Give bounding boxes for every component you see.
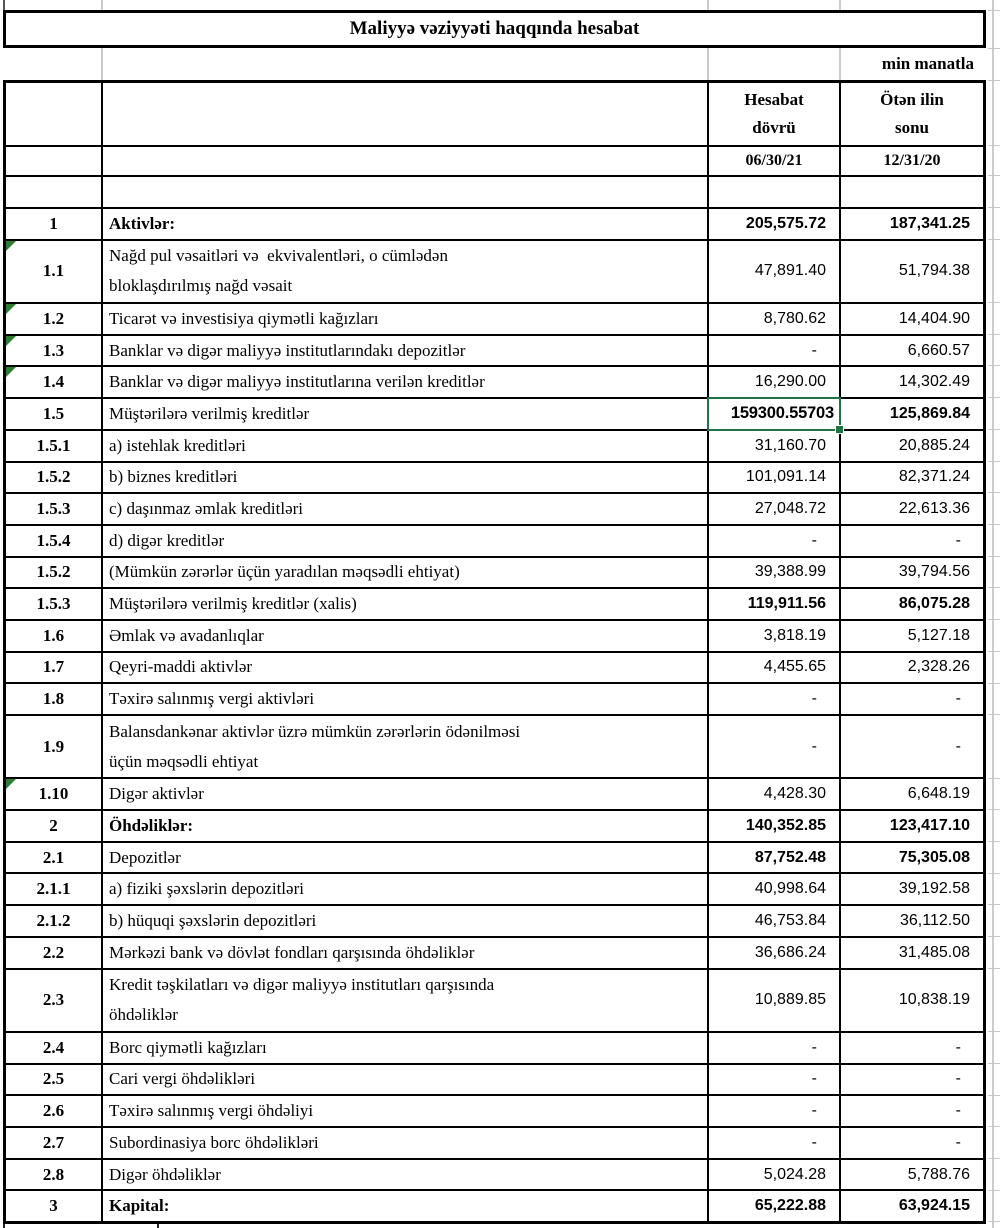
row-label-text: (Mümkün zərərlər üçün yaradılan məqsədli ehtiyat)	[109, 562, 460, 582]
row-number-cell[interactable]: 1.6	[42, 625, 65, 645]
row-label-cell[interactable]	[101, 1033, 707, 1063]
header-period-line1: Hesabat	[744, 90, 804, 109]
gridline-stub	[988, 461, 1000, 462]
gridline-stub	[988, 778, 1000, 779]
row-label-text: Müştərilərə verilmiş kreditlər	[109, 403, 310, 423]
row-number-cell[interactable]: 1	[49, 213, 58, 233]
row-number-cell[interactable]: 1.7	[42, 657, 65, 677]
table-row	[6, 1158, 983, 1190]
gridline	[3, 1224, 5, 1228]
gridline-stub	[988, 207, 1000, 208]
header-row	[6, 83, 983, 145]
value-current-cell[interactable]: -	[707, 684, 839, 714]
gridline-stub	[988, 1126, 1000, 1127]
value-prior-cell[interactable]: 14,302.49	[839, 367, 983, 397]
row-label-text: Cari vergi öhdəlikləri	[109, 1069, 256, 1089]
row-label-cell[interactable]	[101, 526, 707, 556]
row-label-cell[interactable]	[101, 1128, 707, 1158]
row-label-text: b) hüquqi şəxslərin depozitləri	[109, 911, 317, 930]
row-label-cell[interactable]	[101, 874, 707, 904]
active-cell[interactable]: 159300.55703	[707, 399, 839, 429]
value-prior-cell[interactable]: 82,371.24	[839, 463, 983, 493]
table-row	[6, 1126, 983, 1158]
row-number-cell[interactable]: 1.10	[6, 779, 101, 809]
value-current-cell[interactable]: 140,352.85	[707, 811, 839, 841]
value-prior-cell[interactable]: 31,485.08	[839, 938, 983, 968]
value-current-cell[interactable]: -	[707, 1065, 839, 1095]
row-label-text: Təxirə salınmış vergi aktivləri	[109, 689, 315, 709]
row-label-text: Öhdəliklər:	[109, 815, 194, 835]
value-current-cell[interactable]: 4,455.65	[707, 653, 839, 683]
table-row	[6, 682, 983, 714]
row-label-text: Banklar və digər maliyyə institutlarındakı depozitlər	[109, 340, 466, 360]
table-row	[6, 492, 983, 524]
row-label-cell[interactable]	[101, 241, 707, 302]
row-label-cell[interactable]	[101, 304, 707, 334]
header-period-line2: dövrü	[752, 118, 796, 137]
row-label-cell[interactable]	[101, 463, 707, 493]
table-row	[6, 207, 983, 239]
value-prior-cell[interactable]: 51,794.38	[839, 241, 983, 302]
row-number-cell[interactable]: 2.6	[42, 1101, 65, 1121]
row-number-cell[interactable]: 1.5.1	[36, 435, 71, 455]
header-prior-line1: Ötən ilin	[880, 90, 944, 109]
row-number-cell[interactable]: 1.5.4	[36, 530, 71, 550]
value-prior-cell[interactable]: -	[839, 526, 983, 556]
row-label-text: Digər aktivlər	[109, 784, 204, 804]
row-label-text: Mərkəzi bank və dövlət fondları qarşısında öhdəliklər	[109, 942, 475, 962]
value-current-cell[interactable]: 31,160.70	[707, 431, 839, 461]
empty-cell[interactable]	[839, 177, 983, 207]
row-label-text: Digər öhdəliklər	[109, 1164, 221, 1184]
value-current-cell[interactable]: -	[707, 1033, 839, 1063]
row-label-cell[interactable]	[101, 621, 707, 651]
gridline-stub	[988, 556, 1000, 557]
row-number-cell[interactable]: 1.4	[6, 367, 101, 397]
gridline-stub	[988, 651, 1000, 652]
row-label-cell[interactable]	[101, 1096, 707, 1126]
value-prior-cell[interactable]: 2,328.26	[839, 653, 983, 683]
header-empty-cell[interactable]	[101, 83, 707, 145]
gridline-stub	[988, 904, 1000, 905]
table-row	[6, 809, 983, 841]
gridline-stub	[988, 1031, 1000, 1032]
row-label-text: Nağd pul vəsaitləri və ekvivalentləri, o cümlədən	[109, 246, 448, 266]
value-prior-cell[interactable]: -	[839, 716, 983, 777]
table-row	[6, 334, 983, 366]
prior-date: 12/31/20	[883, 152, 941, 169]
gridline-stub	[988, 175, 1000, 176]
row-label-text: Kapital:	[109, 1196, 170, 1216]
value-current-cell[interactable]: 36,686.24	[707, 938, 839, 968]
table-row	[6, 461, 983, 493]
row-number-cell[interactable]: 2	[49, 815, 58, 835]
row-number-cell[interactable]: 1.5.3	[36, 594, 71, 614]
header-prior-cell[interactable]	[839, 83, 983, 145]
gridline-stub	[988, 1158, 1000, 1159]
table-row	[6, 872, 983, 904]
value-prior-cell[interactable]: 75,305.08	[839, 843, 983, 873]
value-prior-cell[interactable]: 39,794.56	[839, 558, 983, 588]
row-number-cell[interactable]: 1.9	[42, 736, 65, 756]
gridline-stub	[988, 1190, 1000, 1191]
gridline-stub	[988, 873, 1000, 874]
row-label-cell[interactable]	[101, 367, 707, 397]
row-label-cell[interactable]	[101, 779, 707, 809]
unit-note: min manatla	[881, 54, 974, 73]
row-label-cell[interactable]	[101, 653, 707, 683]
row-label-cell[interactable]	[101, 399, 707, 429]
header-prior-line2: sonu	[894, 118, 930, 137]
table-row	[6, 1189, 983, 1221]
row-number-cell[interactable]: 2.3	[42, 990, 65, 1010]
gridline-stub	[988, 492, 1000, 493]
row-label-cell[interactable]	[101, 716, 707, 777]
value-prior-cell[interactable]: 10,838.19	[839, 970, 983, 1031]
gridline-stub	[988, 48, 1000, 49]
value-prior-cell[interactable]: -	[839, 684, 983, 714]
gridline-stub	[988, 397, 1000, 398]
row-label-text: c) daşınmaz əmlak kreditləri	[109, 499, 303, 519]
value-current-cell[interactable]: 8,780.62	[707, 304, 839, 334]
header-period-cell[interactable]	[707, 83, 839, 145]
prior-date-cell[interactable]	[839, 147, 983, 175]
row-label-cell[interactable]	[101, 1065, 707, 1095]
table-row	[6, 1094, 983, 1126]
row-label-cell[interactable]	[101, 494, 707, 524]
row-number-cell[interactable]: 2.2	[42, 942, 65, 962]
row-label-text: üçün məqsədli ehtiyat	[109, 751, 259, 771]
gridline-stub	[988, 841, 1000, 842]
row-number-cell[interactable]: 3	[49, 1196, 58, 1216]
value-current-cell[interactable]: -	[707, 716, 839, 777]
value-prior-cell[interactable]: 22,613.36	[839, 494, 983, 524]
row-label-text: d) digər kreditlər	[109, 530, 225, 550]
gridline-stub	[988, 10, 1000, 11]
row-label-text: öhdəliklər	[109, 1005, 178, 1025]
row-number-cell[interactable]: 2.1.1	[36, 879, 71, 899]
table-row	[6, 556, 983, 588]
row-label-cell[interactable]	[101, 1191, 707, 1221]
empty-cell[interactable]	[707, 177, 839, 207]
table-row	[6, 587, 983, 619]
row-label-cell[interactable]	[101, 336, 707, 366]
value-prior-cell[interactable]: 5,127.18	[839, 621, 983, 651]
value-current-cell[interactable]: 27,048.72	[707, 494, 839, 524]
gridline-stub	[988, 714, 1000, 715]
row-label-text: Balansdankənar aktivlər üzrə mümkün zərərlərin ödənilməsi	[109, 721, 521, 741]
row-label-cell[interactable]	[101, 558, 707, 588]
unit-note-cell[interactable]	[3, 48, 986, 80]
value-current-cell[interactable]: -	[707, 1096, 839, 1126]
error-flag-icon	[6, 367, 16, 377]
row-label-cell[interactable]	[101, 1160, 707, 1190]
row-number-cell[interactable]: 2.5	[42, 1069, 65, 1089]
empty-cell[interactable]	[6, 177, 101, 207]
table-row	[6, 397, 983, 429]
row-label-text: Müştərilərə verilmiş kreditlər (xalis)	[109, 594, 357, 614]
gridline-stub	[988, 1221, 1000, 1222]
gridline-stub	[988, 365, 1000, 366]
value-current-cell[interactable]: 40,998.64	[707, 874, 839, 904]
table-row	[6, 777, 983, 809]
value-current-cell[interactable]: -	[707, 336, 839, 366]
row-number-cell[interactable]: 1.5.3	[36, 499, 71, 519]
value-prior-cell[interactable]: 5,788.76	[839, 1160, 983, 1190]
value-prior-cell[interactable]: 14,404.90	[839, 304, 983, 334]
gridline-stub	[988, 619, 1000, 620]
row-label-cell[interactable]	[101, 811, 707, 841]
row-label-cell[interactable]	[101, 589, 707, 619]
table-row	[6, 524, 983, 556]
gridline-stub	[988, 302, 1000, 303]
row-label-text: b) biznes kreditləri	[109, 467, 238, 487]
row-label-text: bloklaşdırılmış nağd vəsait	[109, 276, 293, 296]
gridline-stub	[988, 809, 1000, 810]
row-label-text: Depozitlər	[109, 847, 181, 867]
value-prior-cell[interactable]: 123,417.10	[839, 811, 983, 841]
row-number-cell[interactable]: 1.5.2	[36, 467, 71, 487]
value-prior-cell[interactable]: 86,075.28	[839, 589, 983, 619]
value-current-cell[interactable]: 46,753.84	[707, 906, 839, 936]
row-label-text: Əmlak və avadanlıqlar	[109, 625, 264, 645]
value-prior-cell[interactable]: 6,660.57	[839, 336, 983, 366]
table-row	[6, 619, 983, 651]
row-number-cell[interactable]: 1.3	[6, 336, 101, 366]
error-flag-icon	[6, 241, 16, 251]
value-current-cell[interactable]: -	[707, 526, 839, 556]
value-prior-cell[interactable]: -	[839, 1128, 983, 1158]
gridline-stub	[988, 587, 1000, 588]
row-number-cell[interactable]: 2.8	[42, 1164, 65, 1184]
row-number-cell[interactable]: 1.5	[42, 403, 65, 423]
error-flag-icon	[6, 779, 16, 789]
row-number-cell[interactable]: 1.5.2	[36, 562, 71, 582]
value-prior-cell[interactable]: -	[839, 1033, 983, 1063]
value-prior-cell[interactable]: -	[839, 1065, 983, 1095]
row-label-text: a) istehlak kreditləri	[109, 435, 246, 455]
row-label-text: a) fiziki şəxslərin depozitləri	[109, 879, 304, 899]
table-row	[6, 1031, 983, 1063]
value-current-cell[interactable]: 87,752.48	[707, 843, 839, 873]
row-label-cell[interactable]	[101, 906, 707, 936]
row-label-cell[interactable]	[101, 970, 707, 1031]
row-number-cell[interactable]: 2.1	[42, 847, 65, 867]
value-prior-cell[interactable]: 63,924.15	[839, 1191, 983, 1221]
value-current-cell[interactable]: 119,911.56	[707, 589, 839, 619]
gridline-stub	[988, 1063, 1000, 1064]
gridline-stub	[988, 936, 1000, 937]
value-current-cell[interactable]: 47,891.40	[707, 241, 839, 302]
table-row	[6, 714, 983, 777]
row-number-cell[interactable]: 2.4	[42, 1037, 65, 1057]
row-label-text: Banklar və digər maliyyə institutlarına verilən kreditlər	[109, 372, 485, 392]
gridline	[992, 0, 994, 1228]
row-number-cell[interactable]: 2.7	[42, 1132, 65, 1152]
table-row	[6, 936, 983, 968]
value-prior-cell[interactable]: 125,869.84	[839, 399, 983, 429]
gridline-stub	[988, 968, 1000, 969]
gridline-stub	[988, 145, 1000, 146]
financial-table	[3, 80, 986, 1224]
gridline	[707, 0, 709, 10]
gridline	[839, 0, 841, 10]
row-number-cell[interactable]: 1.2	[6, 304, 101, 334]
value-prior-cell[interactable]: 39,192.58	[839, 874, 983, 904]
table-row	[6, 841, 983, 873]
row-label-text: Aktivlər:	[109, 213, 176, 233]
value-current-cell[interactable]: 205,575.72	[707, 209, 839, 239]
gridline-stub	[988, 683, 1000, 684]
row-label-text: Təxirə salınmış vergi öhdəliyi	[109, 1101, 314, 1121]
table-row	[6, 239, 983, 302]
table-row	[6, 904, 983, 936]
row-label-cell[interactable]	[101, 209, 707, 239]
value-current-cell[interactable]: 101,091.14	[707, 463, 839, 493]
value-current-cell[interactable]: 4,428.30	[707, 779, 839, 809]
gridline-stub	[988, 429, 1000, 430]
value-current-cell[interactable]: 16,290.00	[707, 367, 839, 397]
header-empty-cell[interactable]	[6, 83, 101, 145]
empty-cell[interactable]	[101, 177, 707, 207]
value-current-cell[interactable]: 3,818.19	[707, 621, 839, 651]
row-label-cell[interactable]	[101, 843, 707, 873]
gridline-stub	[988, 334, 1000, 335]
row-label-text: Borc qiymətli kağızları	[109, 1037, 267, 1057]
row-label-cell[interactable]	[101, 684, 707, 714]
row-label-text: Ticarət və investisiya qiymətli kağızları	[109, 308, 379, 328]
value-prior-cell[interactable]: 36,112.50	[839, 906, 983, 936]
row-label-text: Kredit təşkilatları və digər maliyyə institutları qarşısında	[109, 975, 495, 995]
gridline-stub	[988, 239, 1000, 240]
date-empty-cell[interactable]	[6, 147, 101, 175]
row-label-text: Qeyri-maddi aktivlər	[109, 657, 253, 677]
value-current-cell[interactable]: 10,889.85	[707, 970, 839, 1031]
gridline-stub	[988, 1095, 1000, 1096]
gridline	[3, 0, 5, 10]
value-prior-cell[interactable]: -	[839, 1096, 983, 1126]
period-date: 06/30/21	[745, 152, 803, 169]
value-prior-cell[interactable]: 187,341.25	[839, 209, 983, 239]
value-current-cell[interactable]: 65,222.88	[707, 1191, 839, 1221]
value-prior-cell[interactable]: 20,885.24	[839, 431, 983, 461]
row-label-cell[interactable]	[101, 938, 707, 968]
error-flag-icon	[6, 336, 16, 346]
row-label-text: Subordinasiya borc öhdəlikləri	[109, 1132, 319, 1152]
table-row	[6, 365, 983, 397]
report-title-cell[interactable]	[3, 10, 986, 48]
row-number-cell[interactable]: 1.1	[6, 241, 101, 302]
error-flag-icon	[6, 304, 16, 314]
date-empty-cell[interactable]	[101, 147, 707, 175]
value-current-cell[interactable]: 5,024.28	[707, 1160, 839, 1190]
table-row	[6, 651, 983, 683]
table-row	[6, 1063, 983, 1095]
gridline	[157, 1224, 159, 1228]
gridline	[101, 0, 103, 10]
value-current-cell[interactable]: -	[707, 1128, 839, 1158]
row-number-cell[interactable]: 1.8	[42, 689, 65, 709]
date-row	[6, 145, 983, 175]
gridline-stub	[988, 80, 1000, 81]
row-label-cell[interactable]	[101, 431, 707, 461]
value-current-cell[interactable]: 39,388.99	[707, 558, 839, 588]
row-number-cell[interactable]: 2.1.2	[36, 911, 71, 930]
period-date-cell[interactable]	[707, 147, 839, 175]
gridline-stub	[988, 524, 1000, 525]
value-prior-cell[interactable]: 6,648.19	[839, 779, 983, 809]
table-row	[6, 302, 983, 334]
table-row	[6, 968, 983, 1031]
report-title: Maliyyə vəziyyəti haqqında hesabat	[349, 18, 640, 39]
empty-row	[6, 175, 983, 207]
